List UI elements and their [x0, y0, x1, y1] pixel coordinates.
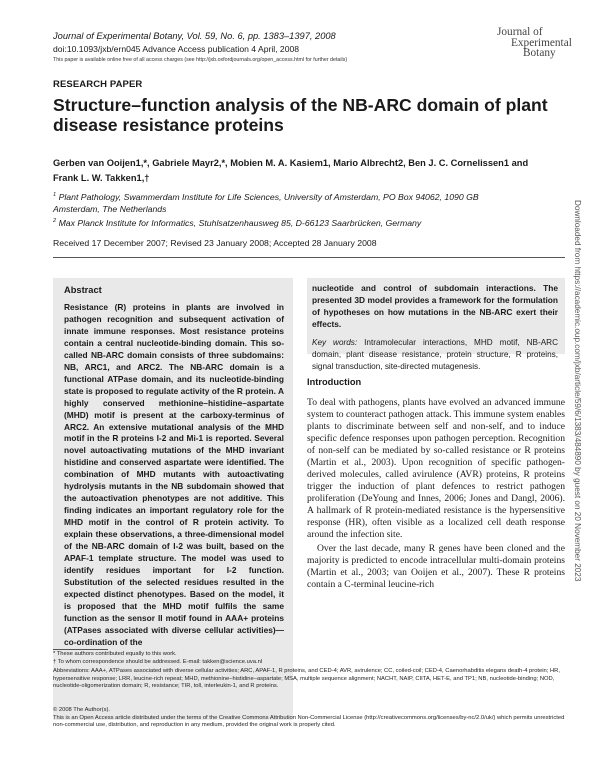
open-access-note: This paper is available online free of all access charges (see http://jxb.oxfordjournals.org/open_access.html for further details) — [53, 57, 348, 63]
footnote-equal-contribution: * These authors contributed equally to this work. — [53, 651, 177, 657]
download-stamp: Downloaded from https://academic.oup.com/jxb/article/59/6/1383/484890 by guest on 20 November 2023 — [573, 200, 582, 582]
author-list — [53, 156, 553, 185]
license-text: This is an Open Access article distributed under the terms of the Creative Commons Attribution Non-Commercial License (http://creativecommons.org/licenses/by-nc/2.0/uk/) which permits unrestricted non-commercial use, distribution, and reproduction in any medium, provided the original work is properly cited. — [53, 714, 565, 729]
intro-paragraph: Over the last decade, many R genes have been cloned and the majority is predicted to encode intracellular multi-domain proteins (Martin et al., 2003; van Ooijen et al., 2007). These R proteins contain a C-terminal leucine-rich — [307, 543, 565, 590]
logo-line-1: Journal of — [497, 26, 543, 38]
affiliation-text: Plant Pathology, Swammerdam Institute for Life Sciences, University of Amsterdam, PO Box 94062, 1090 GB Amsterdam, The Netherlands — [53, 192, 479, 214]
copyright-block — [53, 707, 565, 730]
affiliation-text: Max Planck Institute for Informatics, Stuhlsatzenhausweg 85, D-66123 Saarbrücken, Germany — [58, 218, 422, 228]
article-title: Structure–function analysis of the NB-ARC domain of plant disease resistance proteins — [53, 95, 548, 135]
divider — [53, 257, 565, 258]
keywords-text: Intramolecular interactions, MHD motif, NB-ARC domain, plant disease resistance, protein structure, R proteins, signal transduction, site-directed mutagenesis. — [312, 338, 559, 371]
author-line-2: Frank L. W. Takken1,† — [53, 172, 150, 183]
introduction-body — [307, 397, 565, 591]
logo-line-3: Botany — [523, 47, 556, 59]
affiliation-1 — [53, 191, 523, 215]
journal-citation: Journal of Experimental Botany, Vol. 59, No. 6, pp. 1383–1397, 2008 — [53, 31, 336, 41]
affiliation-2 — [53, 217, 523, 229]
keywords — [312, 337, 558, 373]
introduction-heading: Introduction — [307, 377, 362, 387]
intro-paragraph: To deal with pathogens, plants have evolved an advanced immune system to counteract pathogen attack. This immune system enables plants to discriminate between self and non-self, and to induce specific defence responses upon pathogen perception. Recognition of non-self can be mediated by so-called resistance or R proteins (Martin et al., 2003). Upon recognition of specific pathogen-derived molecules, called avirulence (AVR) proteins, R proteins trigger the induction of plant defences to restrict pathogen proliferation (DeYoung and Innes, 2006; Jones and Dangl, 2006). A hallmark of R protein-mediated resistance is the hypersensitive response (HR), often visible as a localized cell death response around the infection site. — [307, 397, 565, 540]
doi-line: doi:10.1093/jxb/ern045 Advance Access publication 4 April, 2008 — [53, 44, 300, 54]
keywords-label: Key words: — [312, 338, 358, 347]
article-type: RESEARCH PAPER — [53, 79, 143, 90]
abstract-text-continued: nucleotide and control of subdomain interactions. The presented 3D model provides a framework for the formulation of hypotheses on how mutations in the NB-ARC exert their effects. — [312, 283, 558, 329]
abstract-text: Resistance (R) proteins in plants are involved in pathogen recognition and subsequent activation of innate immune responses. Most resistance proteins contain a central nucleotide-binding domain. This so-called NB-ARC domain consists of three subdomains: NB, ARC1, and ARC2. The NB-ARC domain is a functional ATPase domain, and its nucleotide-binding state is proposed to regulate activity of the R protein. A highly conserved methionine–histidine–aspartate (MHD) motif is present at the carboxy-terminus of ARC2. An extensive mutational analysis of the MHD motif in the R proteins I-2 and Mi-1 is reported. Several novel autoactivating mutations of the MHD invariant histidine and conserved aspartate were identified. The combination of MHD mutants with autoactivating hydrolysis mutants in the NB subdomain showed that the autoactivation phenotypes are not additive. This finding indicates an important regulatory role for the MHD motif in the control of R protein activity. To explain these observations, a three-dimensional model of the NB-ARC domain of I-2 was built, based on the APAF-1 template structure. The model was used to identify residues important for I-2 function. Substitution of the selected residues resulted in the expected distinct phenotypes. Based on the model, it is proposed that the MHD motif fulfils the same function as the sensor II motif found in AAA+ proteins (ATPases associated with diverse cellular activities)—co-ordination of the — [64, 302, 284, 647]
logo-line-2: Experimental — [511, 36, 572, 49]
article-dates: Received 17 December 2007; Revised 23 January 2008; Accepted 28 January 2008 — [53, 238, 377, 248]
author-line-1: Gerben van Ooijen1,*, Gabriele Mayr2,*, Mobien M. A. Kasiem1, Mario Albrecht2, Ben J. C. Cornelissen1 and — [53, 158, 529, 168]
affiliation-marker: 1 — [53, 192, 57, 199]
journal-logo — [497, 26, 572, 59]
copyright-line: © 2008 The Author(s). — [53, 707, 111, 713]
footnote-abbreviations: Abbreviations: AAA+, ATPases associated with diverse cellular activities; ARC, APAF-1, R proteins, and CED-4; AVR, avirulence; CC, coiled-coil; CED-4, Caenorhabditis elegans death-4 protein; HR, hypersensitive response; LRR, leucine-rich repeat; MHD, methionine–histidine–aspartate; MSA, multiple sequence alignment; NACHT, NAIP, CIITA, HET-E, and TP1; NB, nucleotide-binding; NOD, nucleotide-oligomerization domain; R, resistance; TIR, toll, interleukin-1, and R proteins. — [53, 668, 560, 690]
abstract-heading: Abstract — [64, 285, 102, 295]
affiliation-marker: 2 — [53, 218, 57, 225]
footnote-divider — [53, 649, 108, 650]
footnote-correspondence: † To whom correspondence should be addressed. E-mail: takken@science.uva.nl — [53, 659, 263, 665]
